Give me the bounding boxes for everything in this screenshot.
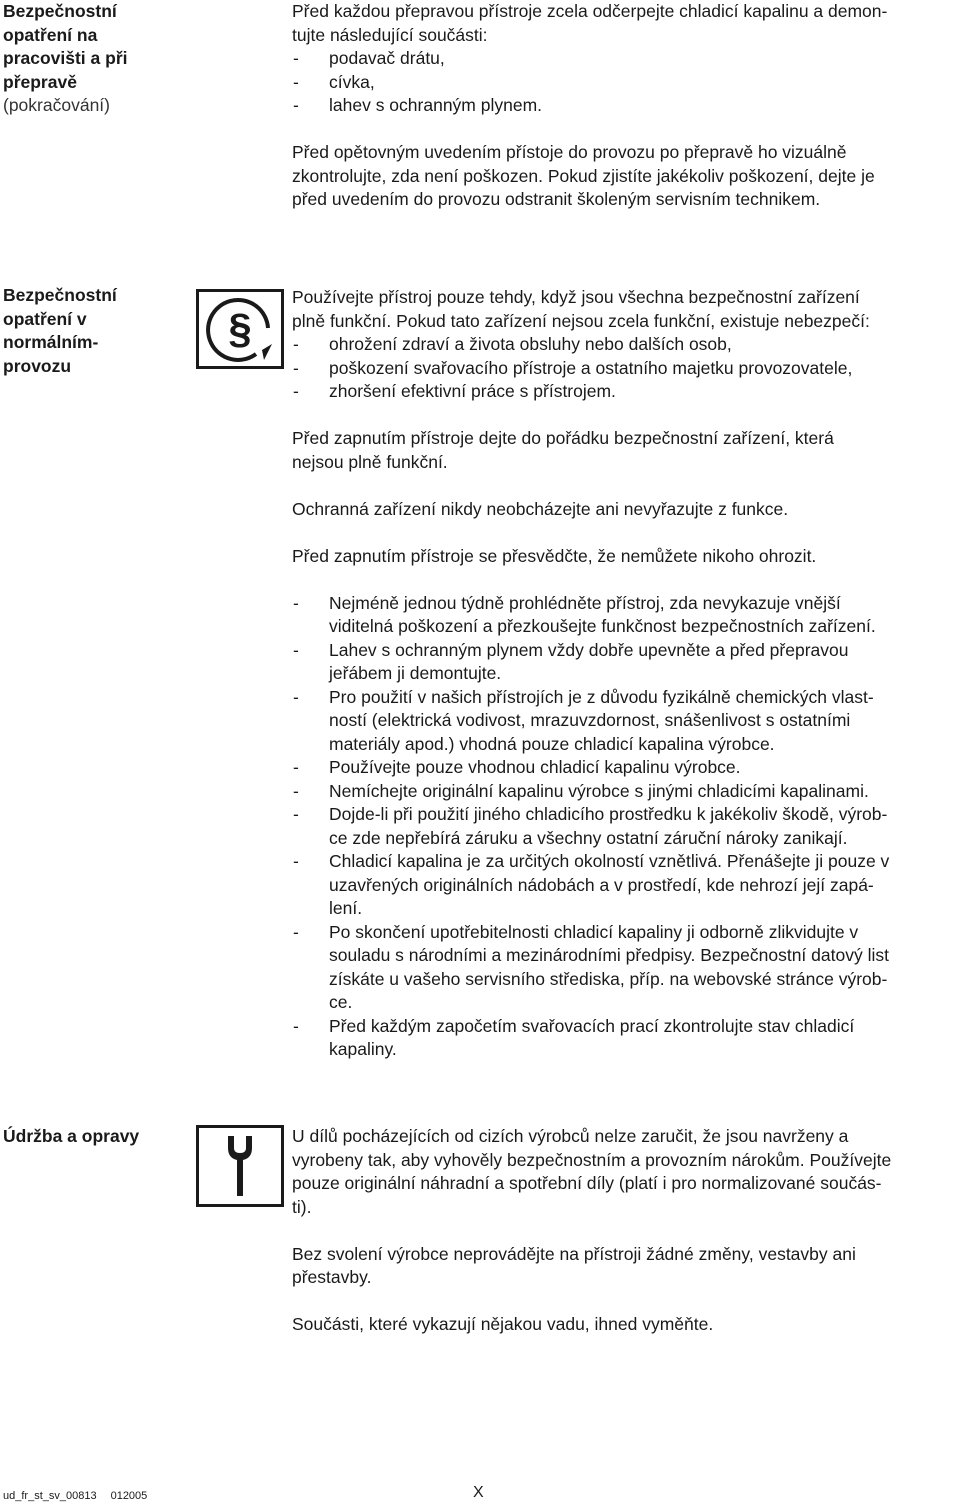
heading-line: normálním- <box>3 332 99 352</box>
footer-doc-code <box>3 1490 147 1502</box>
heading-line: přepravě <box>3 71 77 92</box>
heading-line: pracovišti a při <box>3 48 128 68</box>
rule-item: - Používejte pouze vhodnou chladicí kapalinu výrobce. <box>293 757 741 777</box>
list-item: - lahev s ochranným plynem. <box>293 95 543 115</box>
doc-code: ud_fr_st_sv_00813 <box>3 1490 97 1502</box>
rule-item: - Dojde-li při použití jiného chladicího prostředku k jakékoliv škodě, výrob- ce zde nepřebírá záruku a všechny ostatní záruční nároky zanikají. <box>293 804 888 848</box>
rule-item: - Chladicí kapalina je za určitých okolností vznětlivá. Přenášejte ji pouze v uzavřených originálních nádobách a v prostředí, kde nehrozí její zapá- lení. <box>293 851 890 918</box>
list-item: - podavač drátu, <box>293 48 445 68</box>
heading-continued: (pokračování) <box>3 95 110 115</box>
list-item: - zhoršení efektivní práce s přístrojem. <box>293 381 616 401</box>
rule-item: - Pro použití v našich přístrojích je z důvodu fyzikálně chemických vlast- ností (elektrická vodivost, mrazuvzdornost, snášenlivost s ostatními materiály apod.) vhodná pouze chladicí kapalina výrobce. <box>293 686 874 754</box>
text-line: Před každou přepravou přístroje zcela odčerpejte chladicí kapalinu a demon- <box>292 1 888 21</box>
text-line: plně funkční. Pokud tato zařízení nejsou zcela funkční, existuje nebezpečí: <box>292 310 870 331</box>
doc-date: 012005 <box>110 1490 148 1502</box>
section-heading-maintenance <box>3 1125 163 1149</box>
section-body-maintenance <box>292 1125 960 1337</box>
text-line: Ochranná zařízení nikdy neobcházejte ani nevyřazujte z funkce. <box>292 498 789 519</box>
section-heading-transport <box>3 0 163 118</box>
text-line: Před opětovným uvedením přístoje do provozu po přepravě ho vizuálně <box>292 142 847 162</box>
heading-line: Bezpečnostní <box>3 1 117 21</box>
wrench-icon-graphic <box>220 1134 260 1198</box>
paragraph-cycle-icon <box>196 289 284 369</box>
heading-line: Bezpečnostní <box>3 285 117 305</box>
rule-item: - Před každým započetím svařovacích prací zkontrolujte stav chladicí kapaliny. <box>293 1015 855 1059</box>
rule-item: - Nemíchejte originální kapalinu výrobce s jinými chladicími kapalinami. <box>293 780 869 801</box>
paragraph-glyph: § <box>228 305 252 352</box>
section-heading-normal-operation <box>3 284 163 378</box>
text-line: zkontrolujte, zda není poškozen. Pokud zjistíte jakékoliv poškození, dejte je <box>292 165 875 186</box>
heading-line: Údržba a opravy <box>3 1126 140 1146</box>
paragraph-cycle-icon-graphic <box>204 294 276 364</box>
text-line: nejsou plně funkční. <box>292 451 448 472</box>
section-body-normal-operation <box>292 286 960 1062</box>
text-line: před uvedením do provozu odstranit školeným servisním technikem. <box>292 189 821 209</box>
text-line: vyrobeny tak, aby vyhověly bezpečnostním a provozním nárokům. Používejte <box>292 1149 892 1170</box>
text-line: ti). <box>292 1196 312 1217</box>
list-item: - poškození svařovacího přístroje a ostatního majetku provozovatele, <box>293 357 853 378</box>
rule-item: - Lahev s ochranným plynem vždy dobře upevněte a před přepravou jeřábem ji demontujte. <box>293 639 849 683</box>
list-item: - cívka, <box>293 71 375 92</box>
text-line: pouze originální náhradní a spotřební díly (platí i pro normalizované součás- <box>292 1173 882 1193</box>
text-line: Před zapnutím přístroje dejte do pořádku bezpečnostní zařízení, která <box>292 428 834 448</box>
text-line: Před zapnutím přístroje se přesvědčte, že nemůžete nikoho ohrozit. <box>292 545 817 566</box>
text-line: U dílů pocházejících od cizích výrobců nelze zaručit, že jsou navrženy a <box>292 1126 849 1146</box>
rule-item: - Po skončení upotřebitelnosti chladicí kapaliny ji odborně zlikvidujte v souladu s národními a mezinárodními předpisy. Bezpečnostní datový list získáte u vašeho servisního střediska, příp. na webovské stránce výrob- ce. <box>293 921 889 1012</box>
page-number: X <box>473 1484 484 1501</box>
list-item: - ohrožení zdraví a života obsluhy nebo dalších osob, <box>293 334 732 354</box>
text-line: Součásti, které vykazují nějakou vadu, ihned vyměňte. <box>292 1314 714 1334</box>
rule-item: - Nejméně jednou týdně prohlédněte přístroj, zda nevykazuje vnější viditelná poškození a přezkoušejte funkčnost bezpečnostních zařízení. <box>293 592 876 636</box>
heading-line: opatření na <box>3 24 98 45</box>
wrench-icon <box>196 1125 284 1207</box>
heading-line: opatření v <box>3 308 87 329</box>
text-line: tujte následující součásti: <box>292 24 488 45</box>
text-line: Používejte přístroj pouze tehdy, když jsou všechna bezpečnostní zařízení <box>292 287 860 307</box>
text-line: přestavby. <box>292 1267 372 1287</box>
section-body-transport <box>292 0 960 212</box>
text-line: Bez svolení výrobce neprovádějte na přístroji žádné změny, vestavby ani <box>292 1243 856 1264</box>
heading-line: provozu <box>3 355 72 376</box>
